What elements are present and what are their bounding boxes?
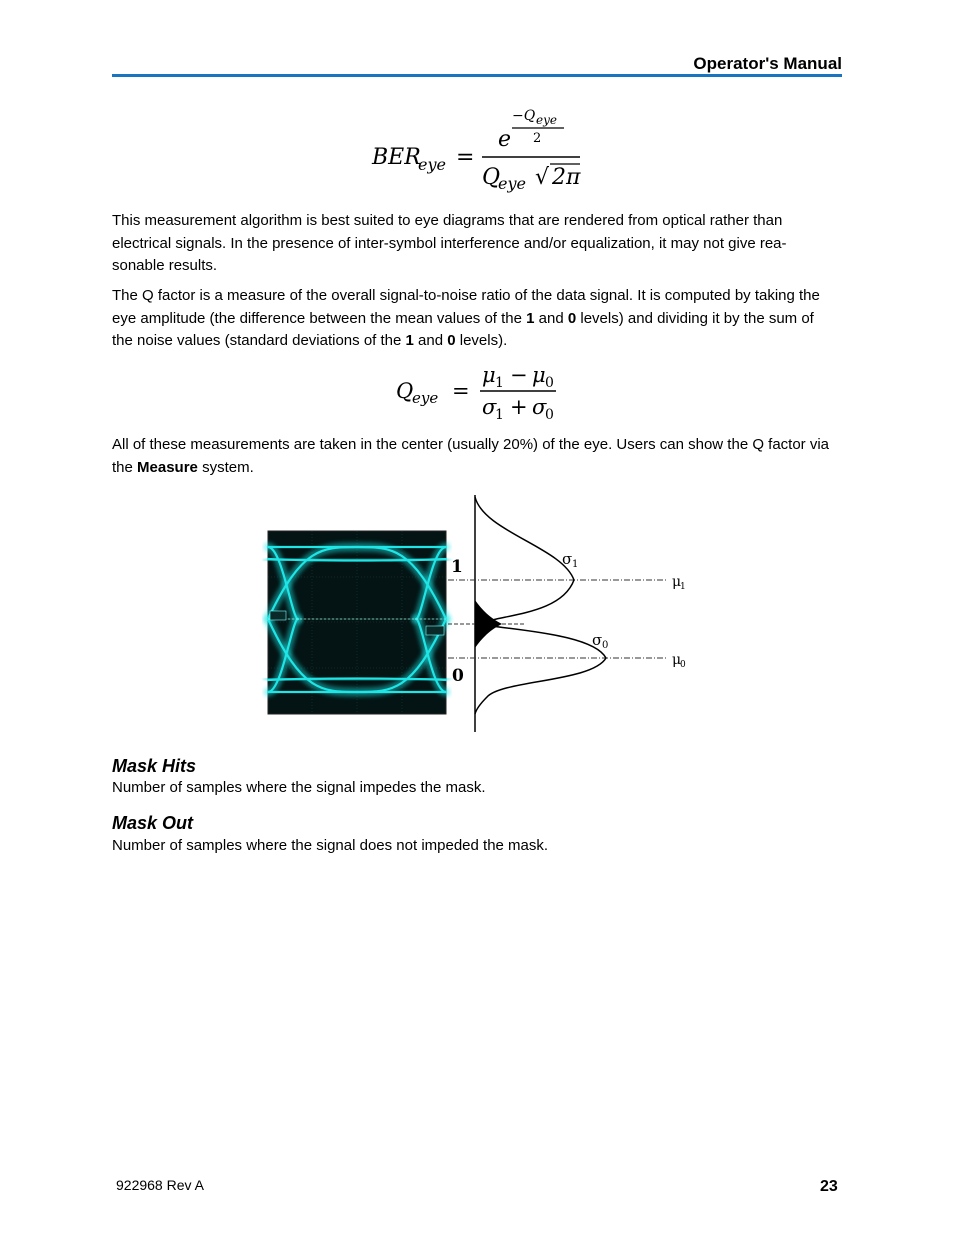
paragraph-3: [112, 434, 834, 479]
q-den-a-sub: 1: [495, 407, 504, 423]
eye-diagram-figure: [262, 492, 702, 737]
ber-lhs-sub: eye: [418, 155, 446, 174]
sigma0-symbol: σ: [592, 631, 603, 649]
mu1-subscript: 1: [680, 582, 686, 592]
q-minus: −: [510, 363, 528, 387]
q-den-b: σ: [532, 395, 547, 419]
footer-doc-number: 922968 Rev A: [116, 1177, 204, 1193]
sigma1-label: [562, 550, 578, 570]
ber-exp-num-sub: eye: [536, 113, 557, 127]
q-den-a: σ: [482, 395, 497, 419]
upper-distribution-curve: [475, 497, 574, 625]
p3-part1: All of these measurements are taken in the center (usually 20%) of the eye. Users can show the Q factor via the: [112, 436, 830, 476]
paragraph-1-text: This measurement algorithm is best suited to eye diagrams that are rendered from optical rather than electrical signals. In the presence of inter-symbol interference and/or equalization, it may not give rea-sonable results.: [112, 212, 787, 274]
scope-marker-right: [426, 626, 444, 635]
mask-hits-body: Number of samples where the signal impedes the mask.: [112, 779, 486, 796]
ber-e: e: [498, 127, 512, 152]
mu0-label: [672, 652, 686, 670]
p2-part1: The Q factor is a measure of the overall signal-to-noise ratio of the data signal. It is computed by taking the eye amplitude (the difference between the mean values of the: [112, 287, 820, 327]
q-plus: +: [510, 395, 528, 419]
header-rule: [112, 74, 842, 77]
sigma1-subscript: 1: [572, 559, 579, 570]
p2-part2: and: [534, 309, 568, 327]
q-den-b-sub: 0: [545, 407, 554, 423]
ber-den-q-sub: eye: [498, 174, 526, 193]
ber-den-q: Q: [482, 165, 501, 190]
ber-exp-den: 2: [533, 131, 542, 146]
sigma0-subscript: 0: [602, 640, 609, 651]
ber-sqrt-sign: √: [535, 165, 550, 190]
q-num-b-sub: 0: [545, 375, 554, 391]
level-label-one: 1: [451, 557, 463, 577]
q-equals: =: [452, 379, 470, 403]
sigma1-symbol: σ: [562, 550, 573, 568]
p2-part3: levels) and dividing it by the sum of the noise values (standard deviations of the: [112, 309, 814, 349]
q-lhs-sub: eye: [412, 389, 439, 407]
ber-exp-num: −Q: [512, 108, 536, 124]
header-title: Operator's Manual: [693, 54, 842, 73]
paragraph-3-text: [112, 434, 834, 479]
footer-page-number: 23: [820, 1178, 838, 1195]
p2-bold-1: 1: [526, 309, 535, 327]
paragraph-1: [112, 210, 834, 278]
q-formula: [390, 358, 580, 426]
p3-part2: system.: [197, 458, 254, 476]
p3-bold-measure: Measure: [137, 458, 198, 476]
mu0-subscript: 0: [680, 660, 686, 670]
mu1-label: [672, 574, 686, 592]
ber-equals: =: [456, 145, 475, 170]
scope-marker-left: [270, 611, 286, 620]
p2-part5: levels).: [455, 332, 508, 349]
ber-den-sqrt: 2π: [552, 165, 581, 190]
mask-hits-heading: Mask Hits: [112, 756, 197, 776]
ber-formula: [360, 100, 600, 200]
q-num-a: μ: [482, 363, 496, 387]
mu1-symbol: μ: [672, 574, 682, 590]
p2-bold-0b: 0: [447, 332, 456, 349]
lower-distribution-curve: [475, 623, 609, 714]
p2-bold-1b: 1: [405, 332, 414, 349]
mask-out-body: Number of samples where the signal does not impeded the mask.: [112, 837, 549, 854]
p2-bold-0: 0: [567, 309, 577, 327]
p2-part4: and: [413, 332, 448, 349]
sigma0-label: [592, 631, 608, 651]
q-num-a-sub: 1: [495, 375, 504, 391]
mask-out-heading: Mask Out: [112, 813, 194, 833]
mu0-symbol: μ: [672, 652, 682, 668]
q-lhs: Q: [396, 379, 414, 403]
ber-lhs: BER: [372, 145, 421, 170]
q-num-b: μ: [532, 363, 546, 387]
paragraph-2: [112, 285, 834, 353]
level-label-zero: 0: [452, 666, 464, 686]
paragraph-2-text: [112, 285, 834, 353]
